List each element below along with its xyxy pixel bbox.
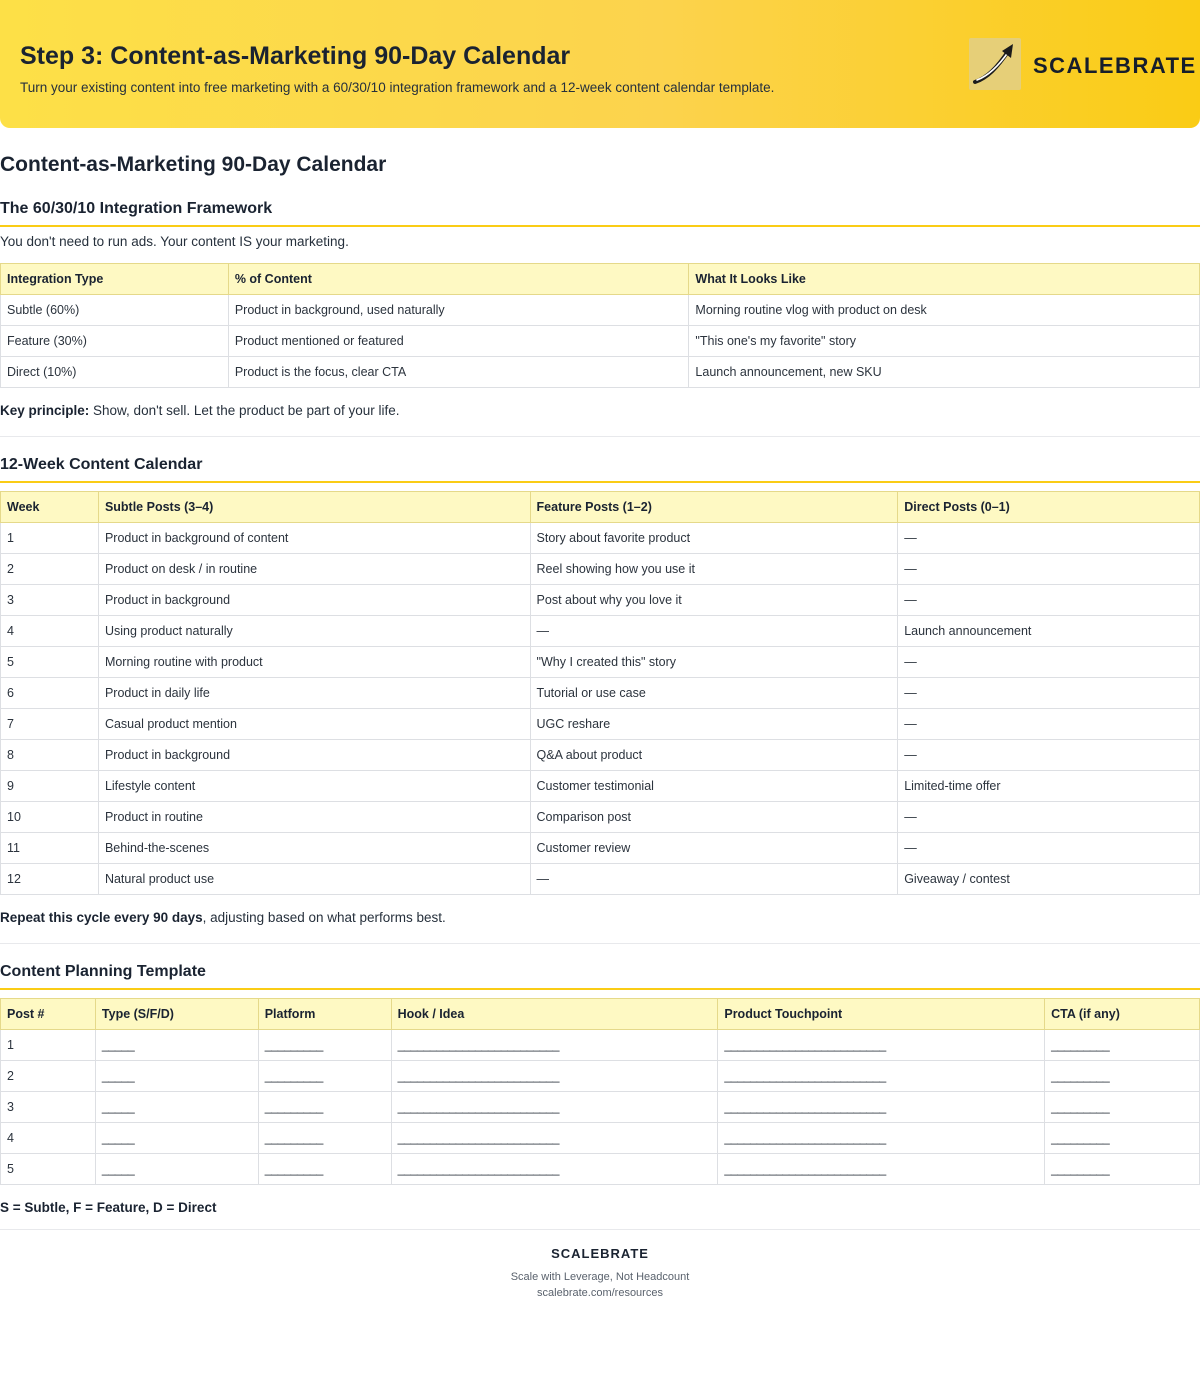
table-row bbox=[1, 1154, 1200, 1185]
column-header: Integration Type bbox=[1, 264, 229, 295]
fill-in-blank[interactable]: _________________________ bbox=[391, 1030, 718, 1061]
table-cell: Post about why you love it bbox=[530, 585, 898, 616]
table-cell: 11 bbox=[1, 833, 99, 864]
page-title: Content-as-Marketing 90-Day Calendar bbox=[0, 153, 387, 176]
table-cell: 1 bbox=[1, 523, 99, 554]
fill-in-blank[interactable]: _________ bbox=[1045, 1123, 1200, 1154]
fill-in-blank[interactable]: _________ bbox=[258, 1030, 391, 1061]
fill-in-blank[interactable]: _________ bbox=[258, 1092, 391, 1123]
fill-in-blank[interactable]: _________________________ bbox=[718, 1154, 1045, 1185]
repeat-note-text: , adjusting based on what performs best. bbox=[202, 910, 446, 925]
table-cell: 4 bbox=[1, 1123, 96, 1154]
column-header: % of Content bbox=[228, 264, 689, 295]
table-cell: Customer review bbox=[530, 833, 898, 864]
table-cell: 5 bbox=[1, 647, 99, 678]
table-row bbox=[1, 709, 1200, 740]
table-row bbox=[1, 326, 1200, 357]
table-row bbox=[1, 1123, 1200, 1154]
table-row bbox=[1, 864, 1200, 895]
table-row bbox=[1, 616, 1200, 647]
table-row bbox=[1, 740, 1200, 771]
table-cell: "This one's my favorite" story bbox=[689, 326, 1200, 357]
table-header-row bbox=[1, 999, 1200, 1030]
fill-in-blank[interactable]: _________ bbox=[258, 1061, 391, 1092]
repeat-note-label: Repeat this cycle every 90 days bbox=[0, 910, 203, 925]
column-header: Post # bbox=[1, 999, 96, 1030]
table-row bbox=[1, 554, 1200, 585]
key-principle-label: Key principle: bbox=[0, 403, 90, 418]
table-cell: 3 bbox=[1, 1092, 96, 1123]
repeat-note bbox=[0, 910, 446, 925]
column-header: Feature Posts (1–2) bbox=[530, 492, 898, 523]
table-cell: — bbox=[898, 647, 1200, 678]
table-row bbox=[1, 1092, 1200, 1123]
table-row bbox=[1, 647, 1200, 678]
table-row bbox=[1, 802, 1200, 833]
table-cell: 4 bbox=[1, 616, 99, 647]
key-principle bbox=[0, 403, 400, 418]
fill-in-blank[interactable]: _____ bbox=[95, 1123, 258, 1154]
table-cell: Lifestyle content bbox=[98, 771, 530, 802]
table-row bbox=[1, 833, 1200, 864]
fill-in-blank[interactable]: _________________________ bbox=[391, 1123, 718, 1154]
table-cell: Product in background bbox=[98, 740, 530, 771]
column-header: Type (S/F/D) bbox=[95, 999, 258, 1030]
table-cell: — bbox=[898, 554, 1200, 585]
column-header: Direct Posts (0–1) bbox=[898, 492, 1200, 523]
table-row bbox=[1, 295, 1200, 326]
table-cell: — bbox=[898, 740, 1200, 771]
fill-in-blank[interactable]: _________ bbox=[1045, 1030, 1200, 1061]
table-cell: Morning routine with product bbox=[98, 647, 530, 678]
banner-subtitle: Turn your existing content into free marketing with a 60/30/10 integration framework and a 12-week content calendar template. bbox=[20, 80, 775, 95]
calendar-table bbox=[0, 491, 1200, 895]
table-cell: 6 bbox=[1, 678, 99, 709]
table-cell: Product is the focus, clear CTA bbox=[228, 357, 689, 388]
table-cell: 3 bbox=[1, 585, 99, 616]
table-cell: Product in daily life bbox=[98, 678, 530, 709]
fill-in-blank[interactable]: _____ bbox=[95, 1061, 258, 1092]
table-cell: Morning routine vlog with product on desk bbox=[689, 295, 1200, 326]
header-banner bbox=[0, 0, 1200, 128]
planning-section-title: Content Planning Template bbox=[0, 963, 1200, 990]
table-cell: Giveaway / contest bbox=[898, 864, 1200, 895]
fill-in-blank[interactable]: _________ bbox=[258, 1154, 391, 1185]
table-cell: Launch announcement bbox=[898, 616, 1200, 647]
table-cell: Using product naturally bbox=[98, 616, 530, 647]
table-cell: 1 bbox=[1, 1030, 96, 1061]
brand-logo-text: SCALEBRATE bbox=[1033, 53, 1197, 78]
table-cell: — bbox=[898, 678, 1200, 709]
table-row bbox=[1, 357, 1200, 388]
table-cell: — bbox=[898, 833, 1200, 864]
fill-in-blank[interactable]: _________________________ bbox=[391, 1154, 718, 1185]
footer-tagline: Scale with Leverage, Not Headcount bbox=[510, 1271, 690, 1283]
table-cell: 2 bbox=[1, 1061, 96, 1092]
table-cell: — bbox=[898, 523, 1200, 554]
footer-brand: SCALEBRATE bbox=[551, 1246, 649, 1261]
framework-section-title: The 60/30/10 Integration Framework bbox=[0, 200, 1200, 227]
table-row bbox=[1, 771, 1200, 802]
fill-in-blank[interactable]: _________________________ bbox=[718, 1123, 1045, 1154]
column-header: Subtle Posts (3–4) bbox=[98, 492, 530, 523]
table-cell: 9 bbox=[1, 771, 99, 802]
table-cell: Tutorial or use case bbox=[530, 678, 898, 709]
fill-in-blank[interactable]: _________________________ bbox=[718, 1092, 1045, 1123]
table-row bbox=[1, 585, 1200, 616]
table-cell: 5 bbox=[1, 1154, 96, 1185]
fill-in-blank[interactable]: _____ bbox=[95, 1154, 258, 1185]
table-cell: — bbox=[898, 585, 1200, 616]
table-cell: — bbox=[530, 864, 898, 895]
fill-in-blank[interactable]: _________ bbox=[1045, 1061, 1200, 1092]
table-row bbox=[1, 1061, 1200, 1092]
framework-table bbox=[0, 263, 1200, 388]
table-cell: Q&A about product bbox=[530, 740, 898, 771]
fill-in-blank[interactable]: _________________________ bbox=[391, 1092, 718, 1123]
table-row bbox=[1, 523, 1200, 554]
table-cell: Feature (30%) bbox=[1, 326, 229, 357]
column-header: Week bbox=[1, 492, 99, 523]
table-cell: Limited-time offer bbox=[898, 771, 1200, 802]
table-cell: Story about favorite product bbox=[530, 523, 898, 554]
type-legend: S = Subtle, F = Feature, D = Direct bbox=[0, 1200, 217, 1215]
table-cell: Product on desk / in routine bbox=[98, 554, 530, 585]
rising-arrow-icon bbox=[969, 38, 1021, 90]
table-cell: Behind-the-scenes bbox=[98, 833, 530, 864]
footer-note-clipped bbox=[0, 1308, 1200, 1314]
fill-in-blank[interactable]: _________________________ bbox=[718, 1030, 1045, 1061]
fill-in-blank[interactable]: _________ bbox=[1045, 1154, 1200, 1185]
table-header-row bbox=[1, 264, 1200, 295]
table-row bbox=[1, 678, 1200, 709]
table-cell: Direct (10%) bbox=[1, 357, 229, 388]
banner-title: Step 3: Content-as-Marketing 90-Day Calendar bbox=[20, 42, 571, 70]
footer-divider bbox=[0, 1229, 1200, 1230]
table-cell: — bbox=[530, 616, 898, 647]
table-cell: Product in background of content bbox=[98, 523, 530, 554]
table-cell: — bbox=[898, 709, 1200, 740]
column-header: What It Looks Like bbox=[689, 264, 1200, 295]
table-cell: "Why I created this" story bbox=[530, 647, 898, 678]
table-header-row bbox=[1, 492, 1200, 523]
table-cell: Product in background bbox=[98, 585, 530, 616]
fill-in-blank[interactable]: _________________________ bbox=[718, 1061, 1045, 1092]
table-cell: Comparison post bbox=[530, 802, 898, 833]
table-cell: 10 bbox=[1, 802, 99, 833]
section-divider bbox=[0, 943, 1200, 944]
table-cell: Casual product mention bbox=[98, 709, 530, 740]
table-cell: Product in background, used naturally bbox=[228, 295, 689, 326]
planning-table bbox=[0, 998, 1200, 1185]
table-cell: Product mentioned or featured bbox=[228, 326, 689, 357]
section-divider bbox=[0, 436, 1200, 437]
column-header: Platform bbox=[258, 999, 391, 1030]
table-cell: Product in routine bbox=[98, 802, 530, 833]
table-cell: Reel showing how you use it bbox=[530, 554, 898, 585]
table-cell: — bbox=[898, 802, 1200, 833]
column-header: Hook / Idea bbox=[391, 999, 718, 1030]
fill-in-blank[interactable]: _____ bbox=[95, 1092, 258, 1123]
footer-url: scalebrate.com/resources bbox=[537, 1287, 663, 1299]
calendar-section-title: 12-Week Content Calendar bbox=[0, 456, 1200, 483]
table-cell: 7 bbox=[1, 709, 99, 740]
table-cell: Natural product use bbox=[98, 864, 530, 895]
table-cell: Launch announcement, new SKU bbox=[689, 357, 1200, 388]
table-cell: UGC reshare bbox=[530, 709, 898, 740]
table-cell: Customer testimonial bbox=[530, 771, 898, 802]
table-cell: 2 bbox=[1, 554, 99, 585]
fill-in-blank[interactable]: _________________________ bbox=[391, 1061, 718, 1092]
fill-in-blank[interactable]: _________ bbox=[1045, 1092, 1200, 1123]
column-header: CTA (if any) bbox=[1045, 999, 1200, 1030]
framework-intro: You don't need to run ads. Your content IS your marketing. bbox=[0, 234, 349, 249]
key-principle-text: Show, don't sell. Let the product be part of your life. bbox=[89, 403, 400, 418]
column-header: Product Touchpoint bbox=[718, 999, 1045, 1030]
table-cell: 8 bbox=[1, 740, 99, 771]
table-row bbox=[1, 1030, 1200, 1061]
fill-in-blank[interactable]: _________ bbox=[258, 1123, 391, 1154]
fill-in-blank[interactable]: _____ bbox=[95, 1030, 258, 1061]
table-cell: 12 bbox=[1, 864, 99, 895]
table-cell: Subtle (60%) bbox=[1, 295, 229, 326]
